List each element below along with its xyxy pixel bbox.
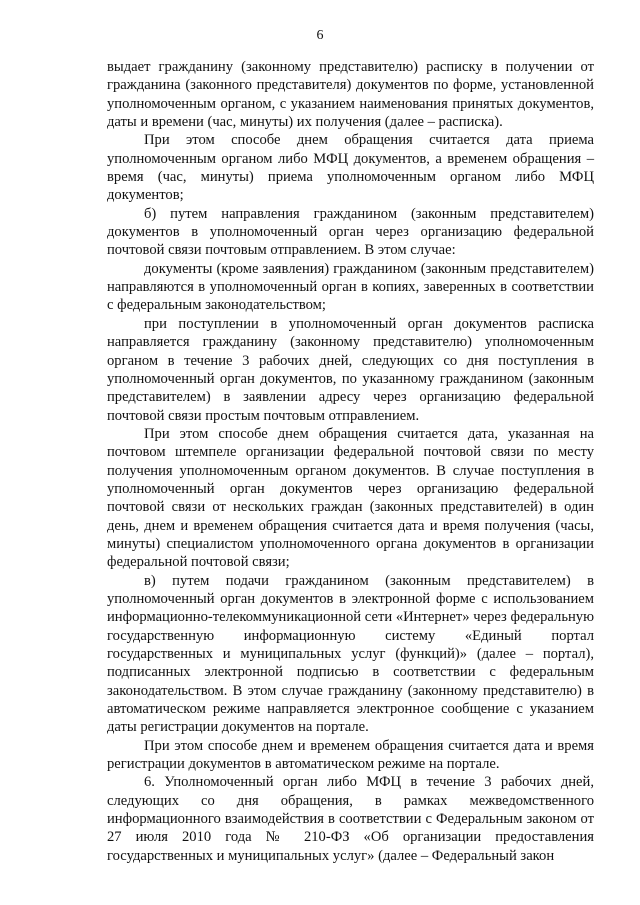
paragraph-postal-copies: документы (кроме заявления) гражданином (законным представителем) направляются в уполномоченный орган в копиях, заверенных в соответствии с федеральным законодательством; [107,260,594,314]
paragraph-electronic-method: в) путем подачи гражданином (законным представителем) в уполномоченный орган документов в электронной форме с использованием информационно-телекоммуникационной сети «Интернет» через федеральную государственную информационную систему «Единый портал государственных и муниципальных услуг (функций)» (далее – портал), подписанных электронной подписью в соответствии с федеральным законодательством. В этом случае гражданину (законному представителю) в автоматическом режиме направляется электронное сообщение с указанием даты регистрации документов на портале. [107,572,594,736]
paragraph-receipt-issuance: выдает гражданину (законному представителю) расписку в получении от гражданина (законного представителя) документов по форме, установленной уполномоченным органом, с указанием наименования принятых документов, даты и времени (час, минуты) их получения (далее – расписка). [107,59,594,131]
paragraph-postal-method: б) путем направления гражданином (законным представителем) документов в уполномоченный орган через организацию федеральной почтовой связи почтовым отправлением. В этом случае: [107,205,594,259]
paragraph-electronic-date: При этом способе днем и временем обращения считается дата и время регистрации документов в автоматическом режиме на портале. [107,737,594,773]
paragraph-in-person-date: При этом способе днем обращения считается дата приема уполномоченным органом либо МФЦ документов, а временем обращения – время (час, минуты) приема уполномоченным органом либо МФЦ документов; [107,132,594,204]
document-body [107,58,594,865]
paragraph-postal-receipt: при поступлении в уполномоченный орган документов расписка направляется гражданину (законному представителю) уполномоченным органом в течение 3 рабочих дней, следующих со дня поступления в уполномоченный орган документов, по указанному гражданином (законным представителем) в заявлении адресу через организацию федеральной почтовой связи простым почтовым отправлением. [107,315,594,424]
paragraph-item-6: 6. Уполномоченный орган либо МФЦ в течение 3 рабочих дней, следующих со дня обращения, в рамках межведомственного информационного взаимодействия в соответствии с Федеральным законом от 27 июля 2010 года № 210-ФЗ «Об организации предоставления государственных и муниципальных услуг» (далее – Федеральный закон [107,774,594,864]
page-number: 6 [316,28,324,43]
paragraph-postal-date: При этом способе днем обращения считается дата, указанная на почтовом штемпеле организации федеральной почтовой связи по месту получения уполномоченным органом документов. В случае поступления в уполномоченный орган документов через организацию федеральной почтовой связи от нескольких граждан (законных представителей) в один день, днем и временем обращения считается дата и время получения (часы, минуты) специалистом уполномоченного органа документов в организации федеральной почтовой связи; [107,425,594,571]
